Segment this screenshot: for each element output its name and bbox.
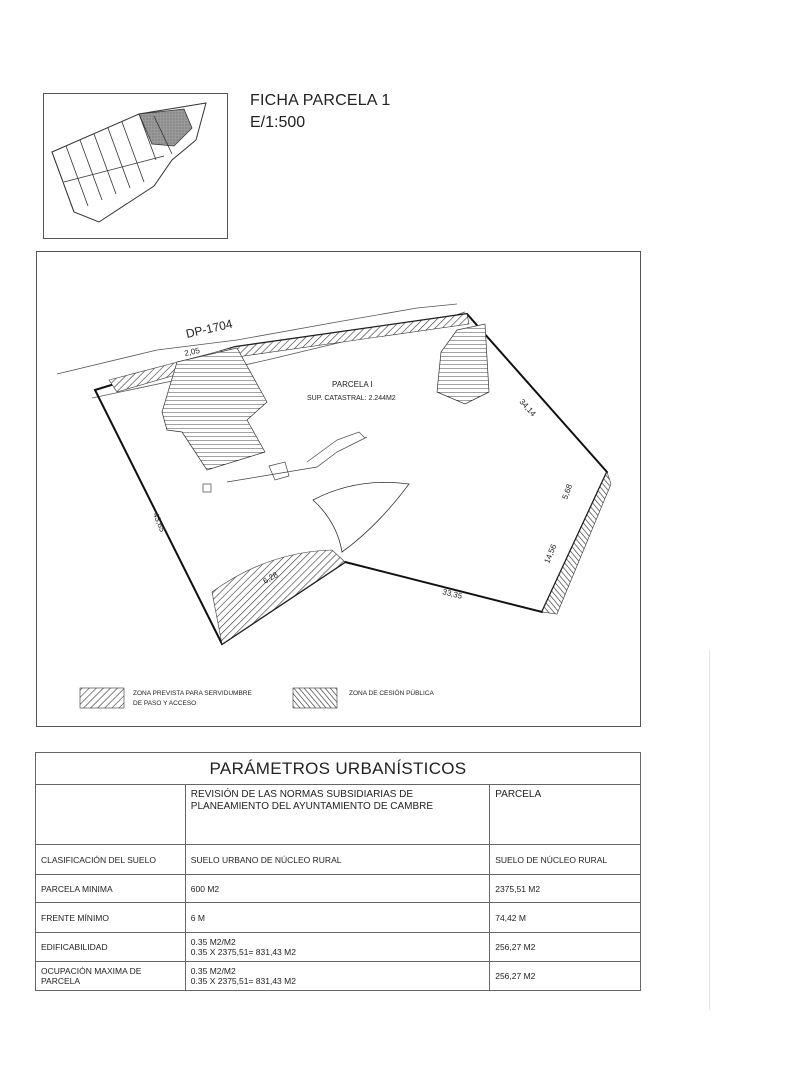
legend-cession: ZONA DE CESIÓN PÚBLICA (349, 690, 434, 697)
header-parcela: PARCELA (490, 785, 641, 845)
row-parcela: SUELO DE NÚCLEO RURAL (490, 845, 641, 875)
legend-swatch-easement (80, 688, 124, 708)
cession-zone-east (542, 472, 611, 614)
table-row (36, 845, 641, 875)
legend-easement-line2: DE PASO Y ACCESO (133, 700, 197, 707)
scan-edge-line (709, 650, 710, 1010)
legend-easement-line1: ZONA PREVISTA PARA SERVIDUMBRE (133, 690, 252, 697)
row-norma-line1: 0.35 M2/M2 (190, 937, 236, 947)
table-row (36, 875, 641, 903)
dim-east-lower: 14,56 (542, 542, 559, 565)
params-title-row (36, 753, 641, 785)
header-empty-cell (36, 785, 186, 845)
building-east (437, 324, 489, 404)
dim-north: 2,05 (183, 345, 201, 358)
row-label: EDIFICABILIDAD (36, 933, 186, 962)
dim-northeast: 34,14 (517, 397, 538, 419)
key-map-frame (43, 93, 228, 239)
legend-swatch-cession (293, 688, 337, 708)
row-parcela: 2375,51 M2 (490, 875, 641, 903)
row-norma: 6 M (185, 903, 489, 933)
row-norma-line2: 0.35 X 2375,51= 831,43 M2 (190, 947, 296, 957)
building-main (162, 345, 267, 470)
dim-southwest: 6,28 (261, 570, 280, 586)
table-row (36, 903, 641, 933)
table-row (36, 933, 641, 962)
row-label: PARCELA MINIMA (36, 875, 186, 903)
params-title: PARÁMETROS URBANÍSTICOS (36, 753, 641, 785)
row-parcela: 74,42 M (490, 903, 641, 933)
easement-zone-north (109, 314, 469, 392)
table-row (36, 962, 641, 991)
row-norma (185, 933, 489, 962)
params-header-row (36, 785, 641, 845)
row-norma-line1: 0.35 M2/M2 (190, 966, 236, 976)
row-norma: 600 M2 (185, 875, 489, 903)
row-norma-line2: 0.35 X 2375,51= 831,43 M2 (190, 976, 296, 986)
sheet-scale: E/1:500 (250, 114, 306, 131)
plan-frame (36, 251, 641, 727)
key-map (44, 94, 227, 238)
dim-east-upper: 5,68 (560, 482, 575, 501)
central-feature (313, 482, 409, 552)
sheet-title: FICHA PARCELA 1 (250, 92, 391, 109)
parcel-area: SUP. CATASTRAL: 2.244M2 (307, 395, 396, 402)
header-normas: REVISIÓN DE LAS NORMAS SUBSIDIARIAS DE PLANEAMIENTO DEL AYUNTAMIENTO DE CAMBRE (185, 785, 489, 845)
cession-zone-southwest (212, 550, 345, 644)
site-plan (37, 252, 640, 726)
row-norma (185, 962, 489, 991)
row-norma: SUELO URBANO DE NÚCLEO RURAL (185, 845, 489, 875)
dim-south: 33,35 (441, 587, 464, 601)
road-label: DP-1704 (184, 316, 234, 341)
row-label: CLASIFICACIÓN DEL SUELO (36, 845, 186, 875)
row-label: OCUPACIÓN MAXIMA DE PARCELA (36, 962, 186, 991)
params-table (35, 752, 641, 991)
parcel-name: PARCELA I (332, 380, 373, 389)
row-parcela: 256,27 M2 (490, 962, 641, 991)
row-parcela: 256,27 M2 (490, 933, 641, 962)
dim-west: 43,65 (151, 511, 167, 534)
row-label: FRENTE MÍNIMO (36, 903, 186, 933)
